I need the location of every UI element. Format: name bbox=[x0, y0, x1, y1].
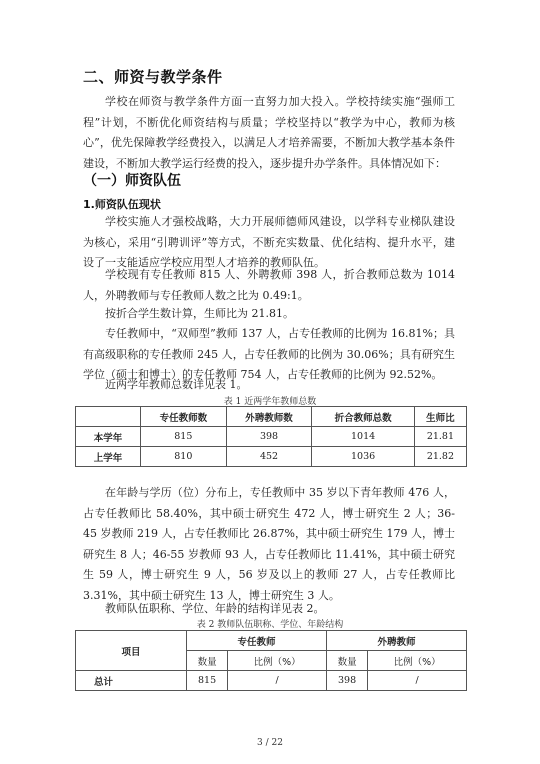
teacher-total-table bbox=[75, 406, 467, 467]
intro-paragraph: 学校在师资与教学条件方面一直努力加大投入。学校持续实施“强师工程”计划，不断优化师资结构与质量；学校坚持以“教学为中心，教师为核心”，优先保障教学经费投入，以满足人才培养需要，不断加大教学基本条件建设，不断加大教学运行经费的投入，逐步提升办学条件。具体情况如下： bbox=[83, 95, 455, 170]
subsection-title: （一）师资队伍 bbox=[83, 173, 181, 189]
table-cell: 1014 bbox=[312, 427, 414, 447]
page-number: 3 / 22 bbox=[257, 738, 283, 748]
table-header-cell: 外聘教师 bbox=[326, 631, 466, 651]
table-row bbox=[76, 427, 467, 447]
table-row bbox=[76, 671, 467, 691]
table-header-cell: 数量 bbox=[187, 651, 228, 671]
table-cell: 1036 bbox=[312, 447, 414, 467]
table-cell: 上学年 bbox=[76, 447, 141, 467]
table2-caption: 表 2 教师队伍职称、学位、年龄结构 bbox=[196, 620, 344, 630]
paragraph-age-distribution: 在年龄与学历（位）分布上，专任教师中 35 岁以下青年教师 476 人，占专任教师比 58.40%，其中硕士研究生 472 人，博士研究生 2 人；36-45 岁教师 219 人，占专任教师比 26.87%，其中硕士研究生 179 人，博士研究生 8 人；46-55 岁教师 93 人，占专任教师比 11.41%，其中硕士研究生 59 人，博士研究生 9 人，56 岁及以上的教师 27 人，占专任教师比 3.31%，其中硕士研究生 13 人，博士研究生 3 人。 bbox=[83, 486, 455, 602]
table-cell: 810 bbox=[141, 447, 227, 467]
paragraph-table1-ref: 近两学年教师总数详见表 1。 bbox=[105, 378, 248, 391]
paragraph-structure: 专任教师中，“双师型”教师 137 人，占专任教师的比例为 16.81%；具有高级职称的专任教师 245 人，占专任教师的比例为 30.06%；具有研究生学位（硕士和博士）的专任教师 754 人，占专任教师的比例为 92.52%。 bbox=[83, 327, 455, 381]
table-cell: 21.81 bbox=[414, 427, 466, 447]
table1-caption: 表 1 近两学年教师总数 bbox=[223, 397, 317, 407]
table-cell: 815 bbox=[141, 427, 227, 447]
table-cell: 398 bbox=[326, 671, 367, 691]
table-header-cell: 比例（%） bbox=[228, 651, 327, 671]
table-header-cell: 专任教师数 bbox=[141, 407, 227, 427]
table-cell: 815 bbox=[187, 671, 228, 691]
table-header-cell bbox=[76, 407, 141, 427]
table-cell: 总计 bbox=[76, 671, 187, 691]
table-header-row bbox=[76, 407, 467, 427]
table-header-row bbox=[76, 631, 467, 651]
table-cell: 452 bbox=[226, 447, 312, 467]
table-cell: 21.82 bbox=[414, 447, 466, 467]
paragraph-ratio: 按折合学生数计算，生师比为 21.81。 bbox=[105, 307, 294, 320]
subsub-title: 1.师资队伍现状 bbox=[83, 198, 161, 211]
paragraph-strategy: 学校实施人才强校战略，大力开展师德师风建设，以学科专业梯队建设为核心，采用“引聘训评”等方式，不断充实数量、优化结构、提升水平，建设了一支能适应学校应用型人才培养的教师队伍。 bbox=[83, 215, 455, 269]
table-cell: / bbox=[228, 671, 327, 691]
paragraph-table2-ref: 教师队伍职称、学位、年龄的结构详见表 2。 bbox=[105, 602, 325, 615]
section-title: 二、师资与教学条件 bbox=[83, 68, 223, 86]
table-header-cell: 比例（%） bbox=[368, 651, 467, 671]
teacher-structure-table bbox=[75, 630, 467, 691]
table-header-cell: 折合教师总数 bbox=[312, 407, 414, 427]
table-header-cell: 生师比 bbox=[414, 407, 466, 427]
table-cell: / bbox=[368, 671, 467, 691]
table-row bbox=[76, 447, 467, 467]
table-cell: 398 bbox=[226, 427, 312, 447]
table-cell: 本学年 bbox=[76, 427, 141, 447]
table-header-cell: 项目 bbox=[76, 631, 187, 671]
table-header-cell: 外聘教师数 bbox=[226, 407, 312, 427]
table-header-cell: 数量 bbox=[326, 651, 367, 671]
table-header-cell: 专任教师 bbox=[187, 631, 327, 651]
paragraph-teacher-counts: 学校现有专任教师 815 人、外聘教师 398 人，折合教师总数为 1014 人，外聘教师与专任教师人数之比为 0.49:1。 bbox=[83, 268, 455, 302]
